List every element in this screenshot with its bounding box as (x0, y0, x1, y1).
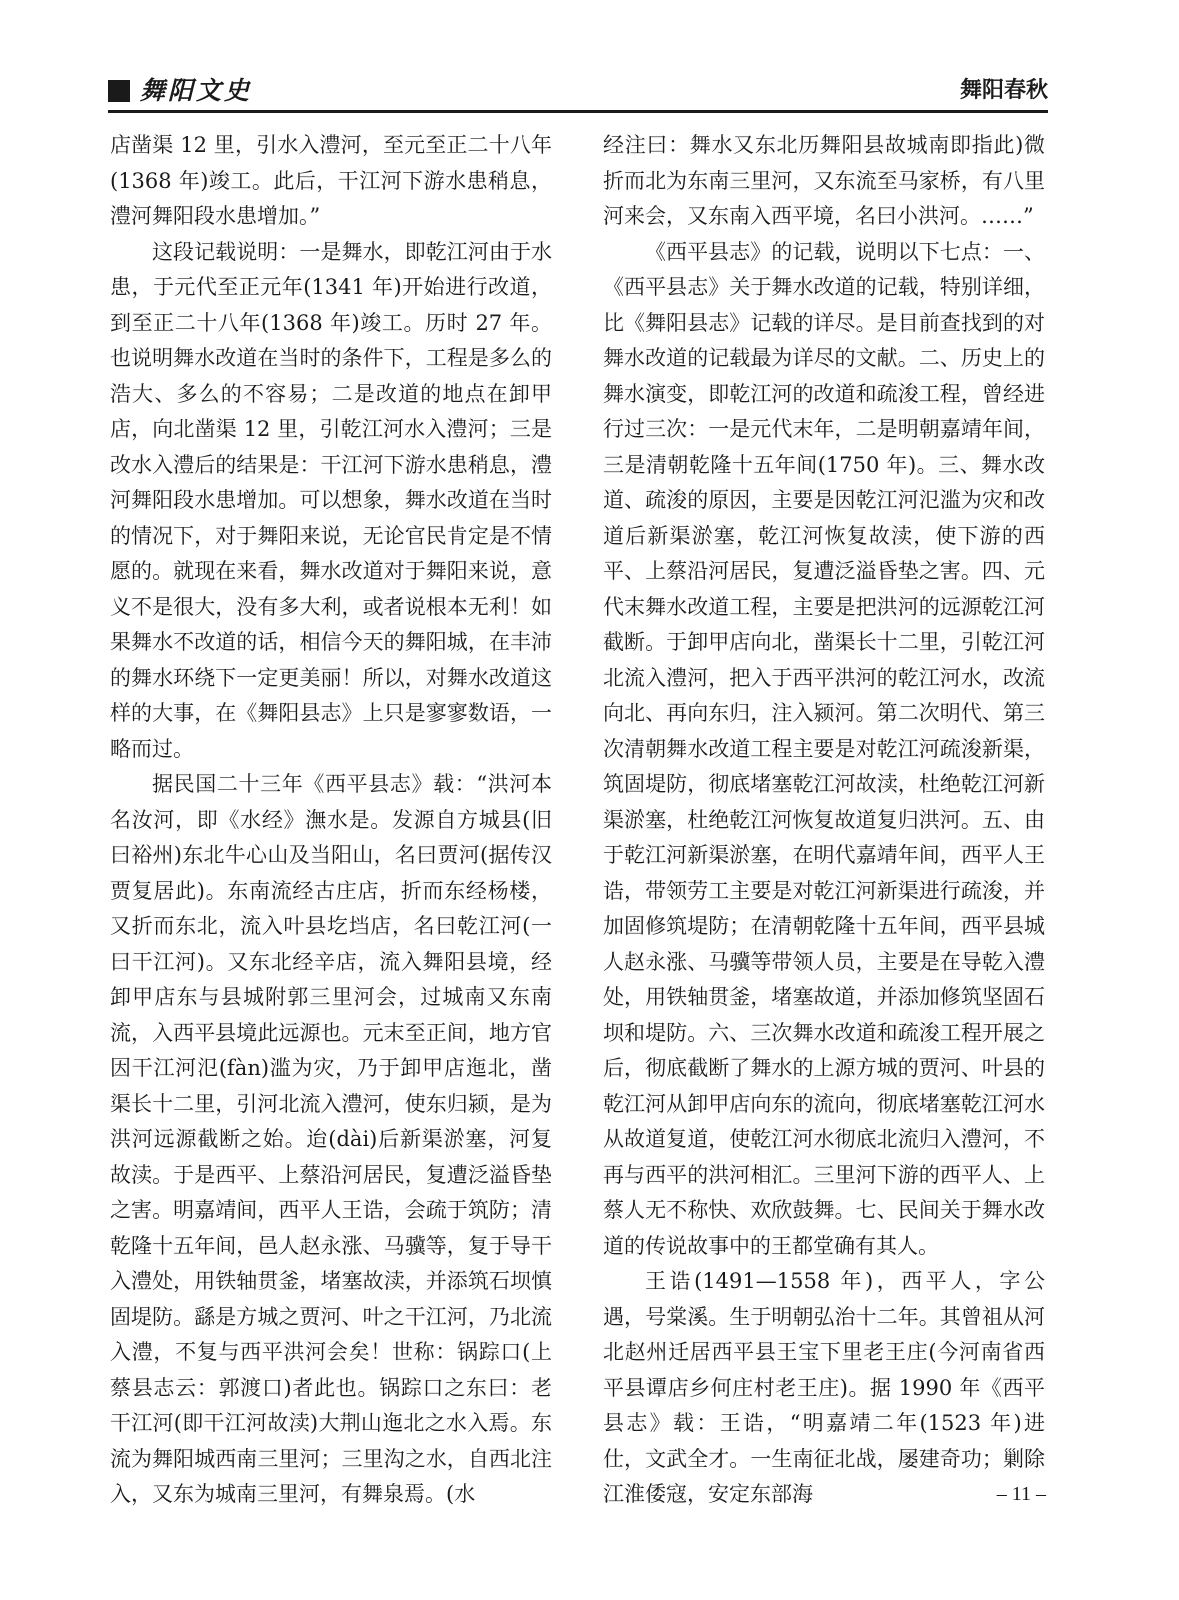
paragraph: 这段记载说明：一是舞水，即乾江河由于水患，于元代至正元年(1341 年)开始进行改道，到至正二十八年(1368 年)竣工。历时 27 年。也说明舞水改道在当时的条件下，工程是多么的浩大、多么的不容易；二是改道的地点在卸甲店，向北凿渠 12 里，引乾江河水入澧河；三是改水入澧后的结果是：干江河下游水患稍息，澧河舞阳段水患增加。可以想象，舞水改道在当时的情况下，对于舞阳来说，无论官民肯定是不情愿的。就现在来看，舞水改道对于舞阳来说，意义不是很大，没有多大利，或者说根本无利！如果舞水不改道的话，相信今天的舞阳城，在丰沛的舞水环绕下一定更美丽！所以，对舞水改道这样的大事，在《舞阳县志》上只是寥寥数语，一略而过。 (110, 239, 552, 761)
left-column (110, 128, 552, 1506)
page-number: – 11 – (996, 1483, 1046, 1505)
header-square-mark (108, 80, 130, 102)
paragraph: 店凿渠 12 里，引水入澧河，至元至正二十八年(1368 年)竣工。此后，干江河下游水患稍息，澧河舞阳段水患增加。” (110, 133, 552, 228)
right-column (603, 128, 1045, 1506)
paragraph: 《西平县志》的记载，说明以下七点：一、《西平县志》关于舞水改道的记载，特别详细，比《舞阳县志》记载的详尽。是目前查找到的对舞水改道的记载最为详尽的文献。二、历史上的舞水演变，即乾江河的改道和疏浚工程，曾经进行过三次：一是元代末年，二是明朝嘉靖年间，三是清朝乾隆十五年间(1750 年)。三、舞水改道、疏浚的原因，主要是因乾江河氾滥为灾和改道后新渠淤塞，乾江河恢复故渎，使下游的西平、上蔡沿河居民，复遭泛溢昏垫之害。四、元代末舞水改道工程，主要是把洪河的远源乾江河截断。于卸甲店向北，凿渠长十二里，引乾江河北流入澧河，把入于西平洪河的乾江河水，改流向北、再向东归，注入颍河。第二次明代、第三次清朝舞水改道工程主要是对乾江河疏浚新渠，筑固堤防，彻底堵塞乾江河故渎，杜绝乾江河新渠淤塞，杜绝乾江河恢复故道复归洪河。五、由于乾江河新渠淤塞，在明代嘉靖年间，西平人王诰，带领劳工主要是对乾江河新渠进行疏浚，并加固修筑堤防；在清朝乾隆十五年间，西平县城人赵永涨、马骥等带领人员，主要是在导乾入澧处，用铁轴贯釜，堵塞故道，并添加修筑坚固石坝和堤防。六、三次舞水改道和疏浚工程开展之后，彻底截断了舞水的上源方城的贾河、叶县的乾江河从卸甲店向东的流向，彻底堵塞乾江河水从故道复道，使乾江河水彻底北流归入澧河，不再与西平的洪河相汇。三里河下游的西平人、上蔡人无不称快、欢欣鼓舞。七、民间关于舞水改道的传说故事中的王都堂确有其人。 (603, 239, 1045, 1258)
section-title: 舞阳春秋 (959, 78, 1048, 103)
journal-title: 舞阳文史 (140, 76, 253, 105)
paragraph: 经注曰：舞水又东北历舞阳县故城南即指此)微折而北为东南三里河，又东流至马家桥，有八里河来会，又东南入西平境，名曰小洪河。……” (603, 133, 1045, 228)
paragraph: 王诰(1491—1558 年)，西平人，字公遇，号棠溪。生于明朝弘治十二年。其曾祖从河北赵州迁居西平县王宝下里老王庄(今河南省西平县谭店乡何庄村老王庄)。据 1990 年《西平县志》载：王诰，“明嘉靖二年(1523 年)进仕，文武全才。一生南征北战，屡建奇功；剿除江淮倭寇，安定东部海 (603, 1269, 1045, 1506)
header-rule (108, 110, 1048, 113)
paragraph: 据民国二十三年《西平县志》载：“洪河本名汝河，即《水经》潕水是。发源自方城县(旧曰裕州)东北牛心山及当阳山，名曰贾河(据传汉贾复居此)。东南流经古庄店，折而东经杨楼，又折而东北，流入叶县圪垱店，名曰乾江河(一曰干江河)。又东北经辛店，流入舞阳县境，经卸甲店东与县城附郭三里河会，过城南又东南流，入西平县境此远源也。元末至正间，地方官因干江河氾(fàn)滥为灾，乃于卸甲店迤北，凿渠长十二里，引河北流入澧河，使东归颍，是为洪河远源截断之始。迨(dài)后新渠淤塞，河复故渎。于是西平、上蔡沿河居民，复遭泛溢昏垫之害。明嘉靖间，西平人王诰，会疏于筑防；清乾隆十五年间，邑人赵永涨、马骥等，复于导干入澧处，用铁轴贯釜，堵塞故渎，并添筑石坝慎固堤防。繇是方城之贾河、叶之干江河，乃北流入澧，不复与西平洪河会矣！世称：锅踪口(上蔡县志云：郭渡口)者此也。锅踪口之东曰：老干江河(即干江河故渎)大荆山迤北之水入焉。东流为舞阳城西南三里河；三里沟之水，自西北注入，又东为城南三里河，有舞泉焉。(水 (110, 772, 552, 1506)
page-header (108, 74, 1048, 108)
